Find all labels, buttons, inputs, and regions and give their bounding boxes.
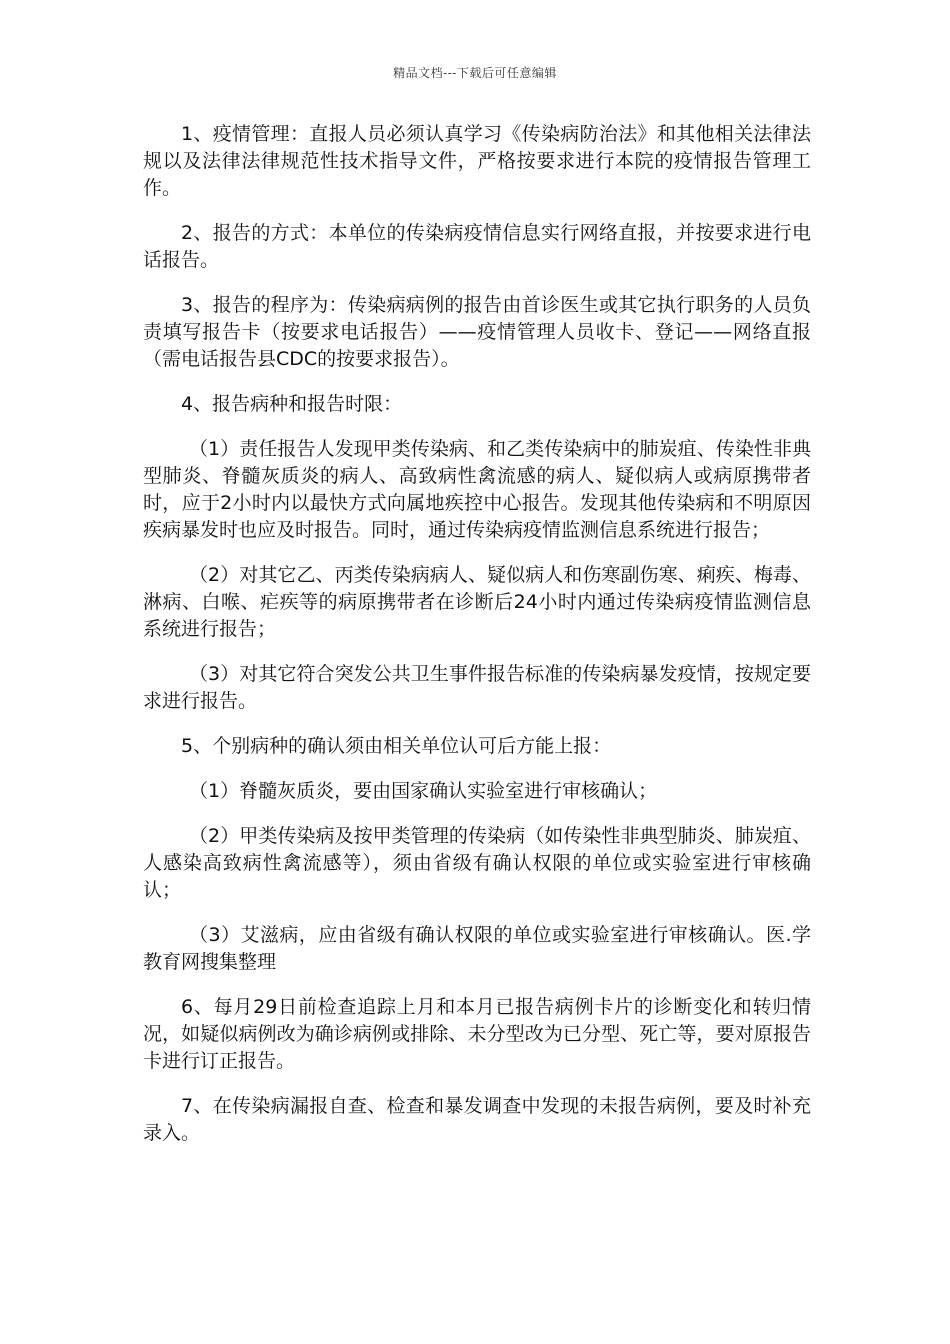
paragraph-3-reporting-procedure: 3、报告的程序为：传染病病例的报告由首诊医生或其它执行职务的人员负责填写报告卡（按要求电话报告）——疫情管理人员收卡、登记——网络直报（需电话报告县CDC的按要求报告）。	[143, 294, 811, 370]
paragraph-5-item-3: （3）艾滋病，应由省级有确认权限的单位或实验室进行审核确认。医.学教育网搜集整理	[143, 924, 811, 973]
paragraph-4-item-2: （2）对其它乙、丙类传染病病人、疑似病人和伤寒副伤寒、痢疾、梅毒、淋病、白喉、疟疾等的病原携带者在诊断后24小时内通过传染病疫情监测信息系统进行报告；	[143, 564, 811, 640]
document-body	[143, 121, 811, 1165]
paragraph-5-item-1: （1）脊髓灰质炎，要由国家确认实验室进行审核确认；	[189, 780, 658, 802]
paragraph-5-confirmation-heading: 5、个别病种的确认须由相关单位认可后方能上报：	[181, 735, 612, 757]
paragraph-4-item-1: （1）责任报告人发现甲类传染病、和乙类传染病中的肺炭疽、传染性非典型肺炎、脊髓灰质炎的病人、高致病性禽流感的病人、疑似病人或病原携带者时，应于2小时内以最快方式向属地疾控中心报告。发现其他传染病和不明原因疾病暴发时也应及时报告。同时，通过传染病疫情监测信息系统进行报告；	[143, 438, 811, 541]
paragraph-4-item-3: （3）对其它符合突发公共卫生事件报告标准的传染病暴发疫情，按规定要求进行报告。	[143, 663, 811, 712]
paragraph-6-monthly-check: 6、每月29日前检查追踪上月和本月已报告病例卡片的诊断变化和转归情况，如疑似病例改为确诊病例或排除、未分型改为已分型、死亡等，要对原报告卡进行订正报告。	[143, 996, 811, 1072]
paragraph-1-epidemic-management: 1、疫情管理：直报人员必须认真学习《传染病防治法》和其他相关法律法规以及法律法律规范性技术指导文件，严格按要求进行本院的疫情报告管理工作。	[143, 123, 811, 199]
paragraph-5-item-2: （2）甲类传染病及按甲类管理的传染病（如传染性非典型肺炎、肺炭疽、人感染高致病性禽流感等），须由省级有确认权限的单位或实验室进行审核确认；	[143, 825, 811, 901]
paragraph-4-disease-types-heading: 4、报告病种和报告时限：	[181, 393, 403, 415]
paragraph-2-reporting-method: 2、报告的方式：本单位的传染病疫情信息实行网络直报，并按要求进行电话报告。	[143, 222, 811, 271]
page-header: 精品文档---下载后可任意编辑	[393, 66, 557, 80]
paragraph-7-missed-reports: 7、在传染病漏报自查、检查和暴发调查中发现的未报告病例，要及时补充录入。	[143, 1095, 811, 1144]
